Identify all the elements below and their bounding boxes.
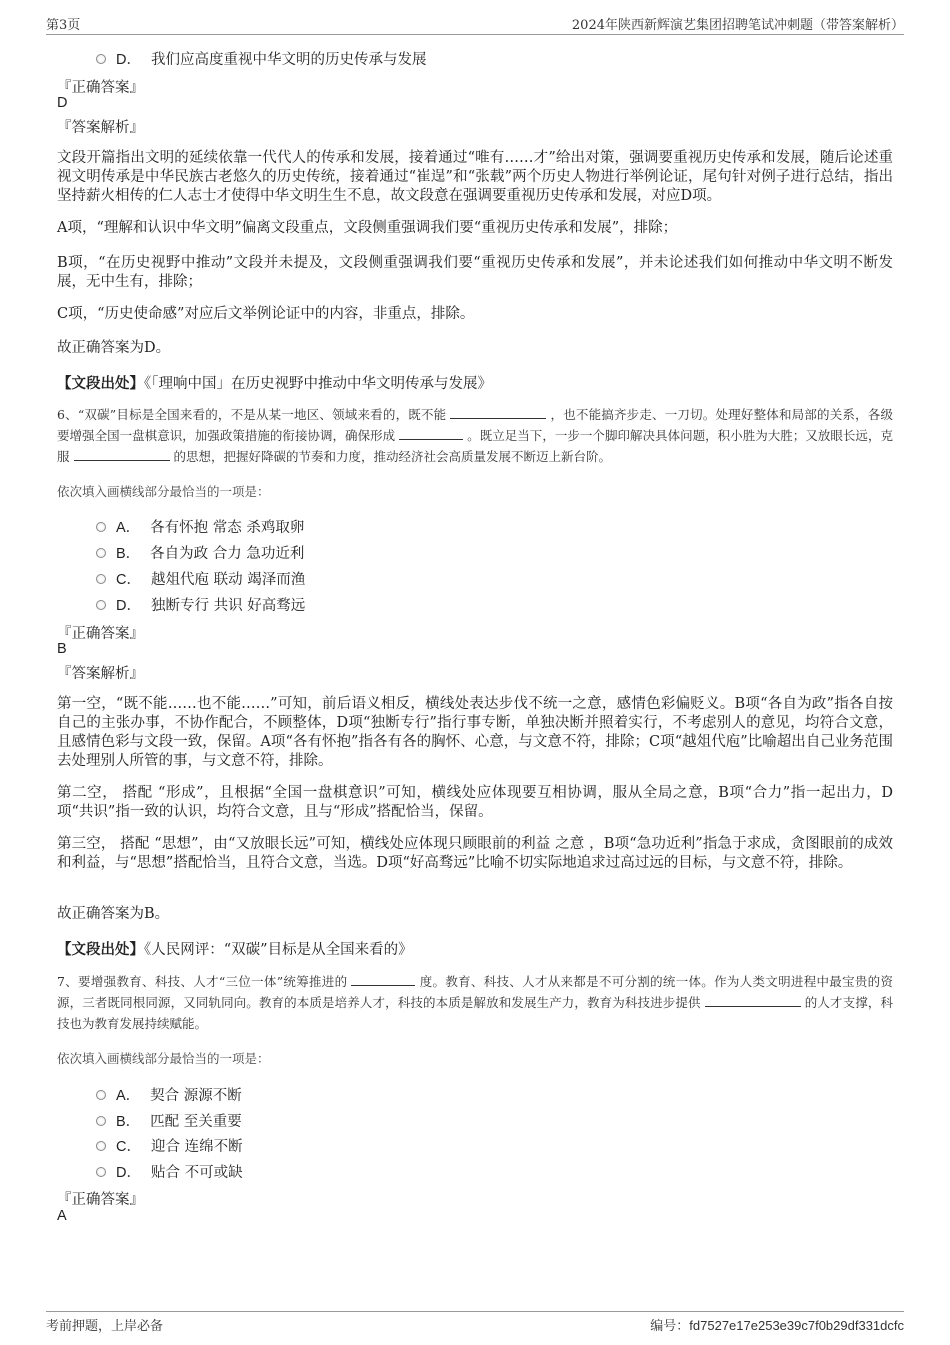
q7-option-b[interactable]: B． 匹配 至关重要 <box>96 1110 242 1131</box>
q6-option-a[interactable]: A． 各有怀抱 常态 杀鸡取卵 <box>96 516 304 537</box>
q6-analysis-p1: 第一空，“既不能……也不能……”可知，前后语义相反，横线处表达步伐不统一之意，感情色彩偏贬义。B项“各自为政”指各自按自己的主张办事，不协作配合，不顾整体，D项“独断专行”指行事专断，单独决断并照着实行，不考虑别人的意见，均符合文意，且感情色彩与文段一致，保留。A项“各有怀抱”指各有各的胸怀、心意，与文意不符，排除；C项“越俎代庖”比喻超出自己业务范围去处理别人所管的事，与文意不符，排除。 <box>57 696 893 769</box>
blank-line <box>351 973 415 986</box>
q7-instruction: 依次填入画横线部分最恰当的一项是： <box>57 1051 270 1066</box>
page-number: 第3页 <box>46 18 81 33</box>
q5-answer: D <box>57 95 68 111</box>
q7-stem: 7、要增强教育、科技、人才“三位一体”统筹推进的 度。教育、科技、人才从来都是不可分割的统一体。作为人类文明进程中最宝贵的资源，三者既同根同源，又同轨同向。教育的本质是培养人才，科技的本质是解放和发展生产力，教育为科技进步提供 的人才支撑，科技也为教育发展持续赋能。 <box>57 974 893 1031</box>
radio-icon[interactable] <box>96 600 106 610</box>
q6-option-b[interactable]: B． 各自为政 合力 急功近利 <box>96 542 304 563</box>
q7-option-d[interactable]: D． 贴合 不可或缺 <box>96 1161 243 1182</box>
q6-analysis-p2: 第二空， 搭配 “形成”，且根据“全国一盘棋意识”可知，横线处应体现要互相协调，服从全局之意，B项“合力”指一起出力，D项“共识”指一致的认识，均符合文意，且与“形成”搭配恰当，保留。 <box>57 785 893 820</box>
q5-analysis-p4: C项，“历史使命感”对应后文举例论证中的内容，非重点，排除。 <box>57 306 475 322</box>
radio-icon[interactable] <box>96 574 106 584</box>
footer-slogan: 考前押题，上岸必备 <box>46 1319 164 1334</box>
q6-answer-label: 『正确答案』 <box>57 626 144 642</box>
document-title: 2024年陕西新辉演艺集团招聘笔试冲刺题（带答案解析） <box>571 18 904 33</box>
blank-line <box>450 406 546 419</box>
q7-option-a[interactable]: A． 契合 源源不断 <box>96 1084 242 1105</box>
page-footer <box>46 1311 904 1334</box>
q6-answer: B <box>57 641 67 657</box>
radio-icon[interactable] <box>96 548 106 558</box>
q6-instruction: 依次填入画横线部分最恰当的一项是： <box>57 484 270 499</box>
q5-analysis-p2: A项，“理解和认识中华文明”偏离文段重点，文段侧重强调我们要“重视历史传承和发展”，排除； <box>57 220 678 236</box>
q5-analysis-p5: 故正确答案为D。 <box>57 340 171 356</box>
q5-answer-label: 『正确答案』 <box>57 80 144 96</box>
q7-option-c[interactable]: C． 迎合 连绵不断 <box>96 1135 243 1156</box>
q5-analysis-p1: 文段开篇指出文明的延续依靠一代代人的传承和发展，接着通过“唯有……才”给出对策，强调要重视历史传承和发展，随后论述重视文明传承是中华民族古老悠久的历史传统，接着通过“崔逞”和“张载”两个历史人物进行举例论证，尾句针对例子进行总结，指出坚持薪火相传的仁人志士才使得中华文明生生不息，故文段意在强调要重视历史传承和发展，对应D项。 <box>57 150 893 204</box>
q5-analysis-label: 『答案解析』 <box>57 120 144 136</box>
q6-analysis-p4: 故正确答案为B。 <box>57 906 170 922</box>
q5-analysis-p3: B项，“在历史视野中推动”文段并未提及，文段侧重强调我们要“重视历史传承和发展”，并未论述我们如何推动中华文明不断发展，无中生有，排除； <box>57 255 893 290</box>
blank-line <box>705 994 801 1007</box>
radio-icon[interactable] <box>96 1090 106 1100</box>
q6-option-d[interactable]: D． 独断专行 共识 好高骛远 <box>96 594 305 615</box>
q6-analysis-label: 『答案解析』 <box>57 666 144 682</box>
blank-line <box>74 448 170 461</box>
page-header <box>46 14 904 35</box>
q7-answer: A <box>57 1208 67 1224</box>
radio-icon[interactable] <box>96 1141 106 1151</box>
q7-answer-label: 『正确答案』 <box>57 1192 144 1208</box>
radio-icon[interactable] <box>96 54 106 64</box>
radio-icon[interactable] <box>96 522 106 532</box>
radio-icon[interactable] <box>96 1116 106 1126</box>
document-code: 编号：fd7527e17e253e39c7f0b29df331dcfc <box>650 1318 904 1333</box>
q5-option-d[interactable]: D． 我们应高度重视中华文明的历史传承与发展 <box>96 48 426 69</box>
q6-source: 【文段出处】《人民网评：“双碳”目标是从全国来看的》 <box>57 941 413 958</box>
q6-stem: 6、“双碳”目标是全国来看的，不是从某一地区、领域来看的，既不能 ，也不能搞齐步走、一刀切。处理好整体和局部的关系，各级要增强全国一盘棋意识，加强政策措施的衔接协调，确保形成 。既立足当下，一步一个脚印解决具体问题，积小胜为大胜；又放眼长远，克服 的思想，把握好降碳的节奏和力度，推动经济社会高质量发展不断迈上新台阶。 <box>57 407 893 464</box>
q5-source: 【文段出处】《「理响中国」在历史视野中推动中华文明传承与发展》 <box>57 375 492 392</box>
q6-option-c[interactable]: C． 越俎代庖 联动 竭泽而渔 <box>96 568 305 589</box>
q6-analysis-p3: 第三空， 搭配 “思想”，由“又放眼长远”可知，横线处应体现只顾眼前的利益 之意 ，B项“急功近利”指急于求成，贪图眼前的成效和利益，与“思想”搭配恰当，且符合文意，当选。D项“好高骛远”比喻不切实际地追求过高过远的目标，与文意不符，排除。 <box>57 836 893 871</box>
radio-icon[interactable] <box>96 1167 106 1177</box>
blank-line <box>399 427 463 440</box>
